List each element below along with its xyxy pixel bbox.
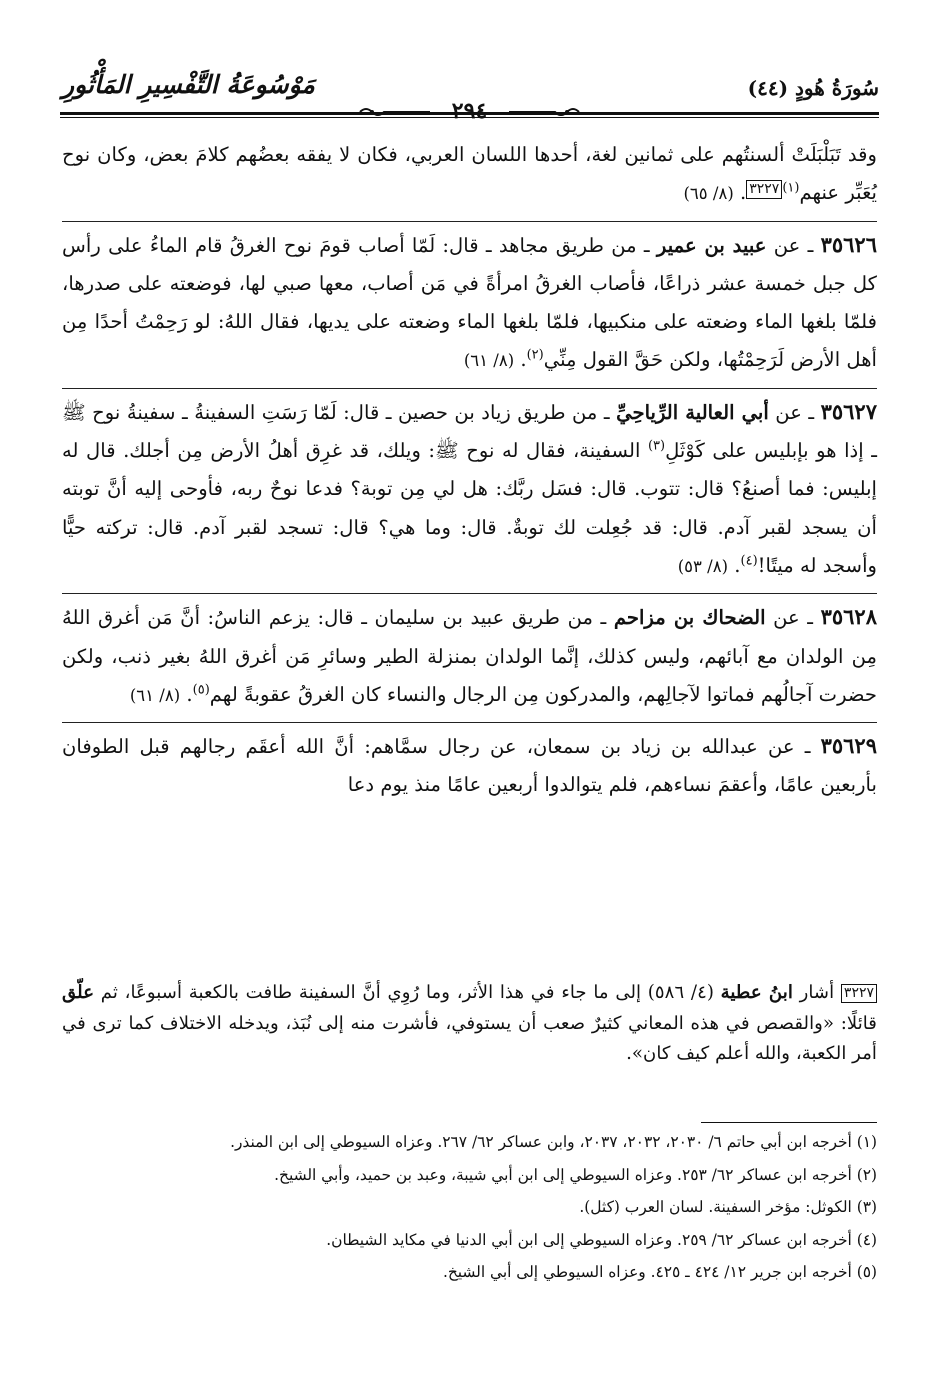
entry-divider [62,388,877,389]
volume-reference: (٨/ ٥٣) [677,556,729,576]
footnote-rule [701,1122,877,1123]
intro-tail: . [740,181,747,205]
narration-text: ـ من طريق زياد بن حصين ـ قال: لَمّا رَسَتِ السفينةُ ـ سفينةُ نوح ﷺ ـ إذا هو بإبليس على كَوْثَلِ [62,400,877,463]
narration-tail: . [734,553,741,577]
commentary-box-marker: ٣٢٢٧ [746,180,782,199]
narration-number: ٣٥٦٢٨ [820,604,877,630]
narration-prefix: ـ [794,735,821,759]
commentary-note [62,978,877,1070]
narration-number: ٣٥٦٢٧ [820,398,877,424]
commentary-box-marker: ٣٢٢٧ [841,984,877,1003]
narration-text: ـ من طريق مجاهد ـ قال: لَمّا أصاب قومَ نوح الغرقُ قام الماءُ على رأس كل جبل خمسة عشر ذراعًا، فأصاب الغرقُ امرأةً في مَن أصاب، معها صبي لها، فوضعته على صدرها، فلمّا بلغها الماء وضعته على منكبيها، فلمّا بلغها الماء وضعته على يديها، فقال اللهُ: لو رَحِمْتُ أحدًا مِن أهل الأرض لَرَحِمْتُها، ولكن حَقَّ القول مِنِّي [62,233,877,372]
narration-entry [62,727,877,810]
narration-prefix: ـ عن [768,400,821,424]
narrator-name: أبي العالية الرِّياحِيِّ [616,400,769,424]
footnotes [62,1130,877,1293]
header-rule-thin [60,117,879,118]
surah-title: سُورَةُ هُودٍ (٤٤) [747,76,879,100]
footnote-marker: (٢) [526,347,544,363]
intro-paragraph [62,136,877,219]
intro-text: وقد تَبَلْبَلَتْ ألسنتُهم على ثمانين لغة، أحدها اللسان العربي، فكان لا يفقه بعضُهم كلامَ بعض، وكان نوح يُعَبِّر عنهم [62,143,877,205]
page-number-block [60,98,879,124]
footnote-marker: (١) [782,180,800,196]
footnote: (٢) أخرجه ابن عساكر ٦٢/ ٢٥٣. وعزاه السيوطي إلى ابن أبي شيبة، وعبد بن حميد، وأبي الشيخ. [274,1165,877,1184]
narration-entry [62,393,877,591]
page-number: ٢٩٤ [451,98,488,124]
commentary-verb: علّق [62,982,95,1003]
commentary-prefix: أشار [792,982,841,1003]
narration-number: ٣٥٦٢٩ [820,733,877,759]
footnote: (٣) الكوثل: مؤخر السفينة. لسان العرب (كثل). [579,1198,877,1216]
narrator-name: الضحاك بن مزاحم [613,606,766,630]
volume-reference: (٨/ ٦١) [463,351,515,371]
footnote-marker: (٥) [192,682,210,698]
entry-divider [62,593,877,594]
narration-entry [62,226,877,386]
narration-prefix: ـ عن [765,606,821,630]
narration-text: ـ من طريق عبيد بن سليمان ـ قال: يزعم الناسُ: أنَّ مَن أغرق اللهُ مِن الولدان مع آبائهم، وليس كذلك، إنَّما الولدان بمنزلة الطير وسائرِ مَن أغرق اللهُ بغير ذنب، ولكن حضرت آجالُهم فماتوا لآجالِهم، والمدركون مِن الرجال والنساء كان الغرقُ عقوبةً لهم [62,606,877,706]
narration-text-continued: السفينة، فقال له نوح ﷺ: ويلك، قد غرِق أهلُ الأرض مِن أجلك. قال له إبليس: فما أصنعُ؟ قال: تتوب. قال: فسَل ربَّك: هل لي مِن توبة؟ فدعا نوحٌ ربه، فأوحى إليه أنَّ توبته أن يسجد لقبر آدم. قال: قد جُعِلت لك توبةٌ. قال: وما هي؟ قال: تسجد لقبر آدم. قال: تركته حيًّا وأسجد له ميتًا! [62,439,877,577]
page-header [60,62,879,122]
volume-reference: (٨/ ٦١) [129,685,181,705]
footnote: (١) أخرجه ابن أبي حاتم ٦/ ٢٠٣٠، ٢٠٣٢، ٢٠٣٧، وابن عساكر ٦٢/ ٢٦٧. وعزاه السيوطي إلى ابن المنذر. [230,1133,877,1151]
narration-number: ٣٥٦٢٦ [820,231,877,257]
narration-entry [62,598,877,720]
volume-reference: (٨/ ٦٥) [683,184,734,204]
header-rule [60,112,879,115]
commentary-quote: قائلًا: «والقصص في هذه المعاني كثيرٌ صعب أن يستوفي، فأشرت منه إلى نُبَذ، ويدخله الاختلاف كما ترى في أمر الكعبة، والله أعلم كيف كان». [62,1012,877,1064]
commentary-reference: (٤/ ٥٨٦) [647,982,721,1003]
commentary-text: إلى ما جاء في هذا الأثر، وما رُوِي أنَّ السفينة طافت بالكعبة أسبوعًا، ثم [94,982,648,1003]
commentator-name: ابنُ عطية [720,982,793,1003]
main-text [62,136,877,810]
narration-tail: . [186,682,193,706]
footnote: (٥) أخرجه ابن جرير ١٢/ ٤٢٤ ـ ٤٢٥. وعزاه السيوطي إلى أبي الشيخ. [442,1263,877,1281]
narrator-name: عبيد بن عمير [656,233,767,257]
narration-tail: . [520,348,527,372]
entry-divider [62,722,877,723]
entry-divider [62,221,877,222]
footnote: (٤) أخرجه ابن عساكر ٦٢/ ٢٥٩. وعزاه السيوطي إلى ابن أبي الدنيا في مكايد الشيطان. [326,1230,877,1249]
footnote-marker: (٤) [740,553,758,569]
book-title: مَوْسُوعَةُ التَّفْسِيرِ المَأْثُورِ [62,70,315,99]
narration-text: عن عبدالله بن زياد بن سمعان، عن رجال سمَّاهم: أنَّ الله أعقَم رجالهم قبل الطوفان بأربعين عامًا، وأعقمَ نساءهم، فلم يتوالدوا أربعين عامًا منذ يوم دعا [62,735,877,797]
footnote-marker: (٣) [647,438,666,454]
narration-prefix: ـ عن [766,233,821,257]
